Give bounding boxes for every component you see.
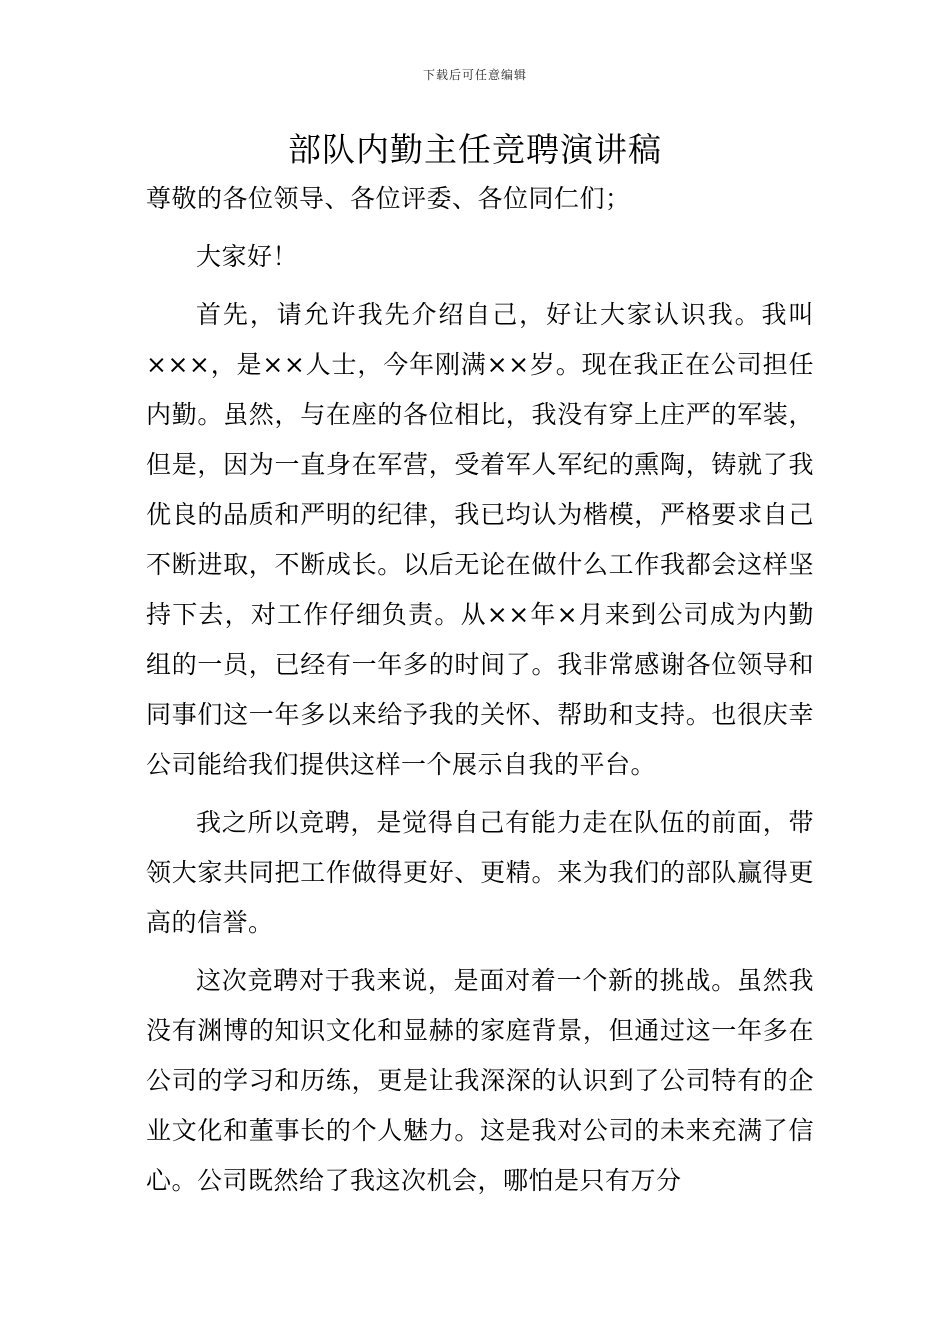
document-body [146,174,814,1214]
paragraph-motivation: 我之所以竞聘，是觉得自己有能力走在队伍的前面，带领大家共同把工作做得更好、更精。来为我们的部队赢得更高的信誉。 [146,808,814,937]
greeting: 大家好！ [196,242,299,271]
document-title: 部队内勤主任竞聘演讲稿 [288,130,662,169]
paragraph-introduction: 首先，请允许我先介绍自己，好让大家认识我。我叫×××，是××人士，今年刚满××岁。现在我正在公司担任内勤。虽然，与在座的各位相比，我没有穿上庄严的军装，但是，因为一直身在军营，受着军人军纪的熏陶，铸就了我优良的品质和严明的纪律，我已均认为楷模，严格要求自己不断进取，不断成长。以后无论在做什么工作我都会这样坚持下去，对工作仔细负责。从××年×月来到公司成为内勤组的一员，已经有一年多的时间了。我非常感谢各位领导和同事们这一年多以来给予我的关怀、帮助和支持。也很庆幸公司能给我们提供这样一个展示自我的平台。 [146,300,814,779]
page-header-note: 下载后可任意编辑 [422,68,527,82]
salutation: 尊敬的各位领导、各位评委、各位同仁们； [146,184,631,213]
paragraph-challenge: 这次竞聘对于我来说，是面对着一个新的挑战。虽然我没有渊博的知识文化和显赫的家庭背景，但通过这一年多在公司的学习和历练，更是让我深深的认识到了公司特有的企业文化和董事长的个人魅力。这是我对公司的未来充满了信心。公司既然给了我这次机会，哪怕是只有万分 [146,966,814,1195]
